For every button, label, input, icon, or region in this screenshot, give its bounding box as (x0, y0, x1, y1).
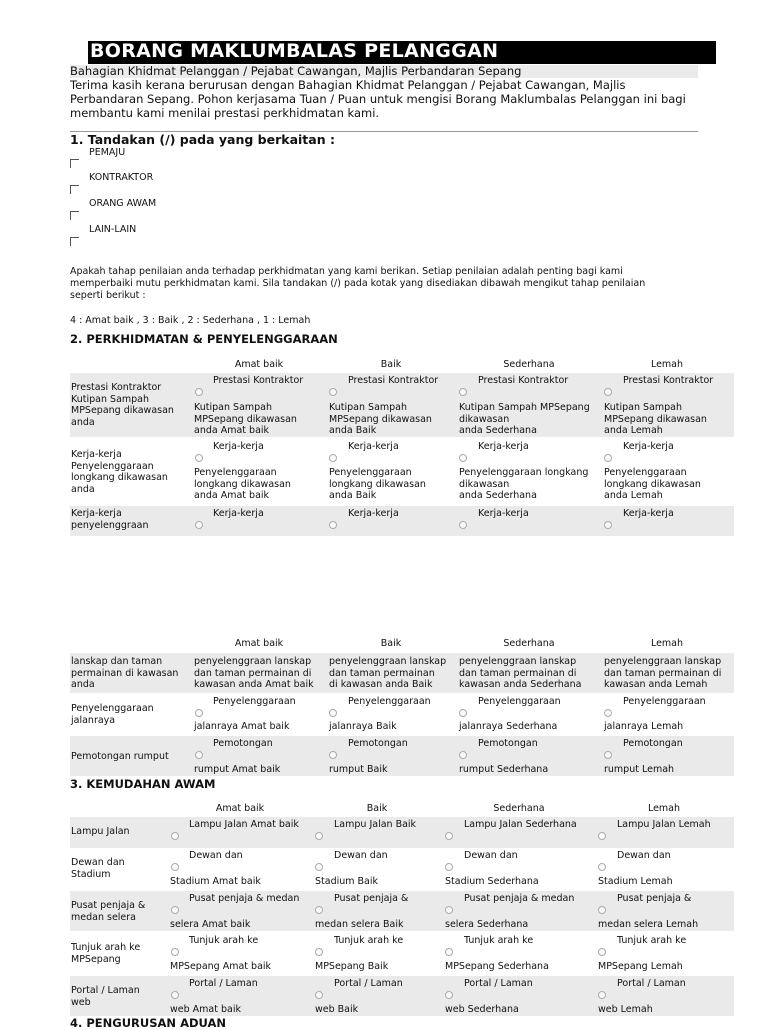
intro-text (70, 78, 710, 120)
cell-text: Prestasi Kontraktor (213, 375, 304, 386)
cell-text: Portal / Laman (464, 978, 533, 989)
rating-radio[interactable] (195, 521, 203, 529)
cell-text: Stadium Sederhana (445, 876, 539, 887)
intro-line: Terima kasih kerana berurusan dengan Bahagian Khidmat Pelanggan / Pejabat Cawangan, Majlis (70, 78, 626, 92)
column-header-amat-baik: Amat baik (234, 638, 284, 649)
cell-text: Stadium Baik (315, 876, 379, 887)
rating-radio[interactable] (195, 751, 203, 759)
rating-radio[interactable] (315, 863, 323, 871)
rating-radio[interactable] (459, 388, 467, 396)
cell-text: Kerja-kerja (478, 441, 529, 452)
rating-radio[interactable] (604, 521, 612, 529)
cell-text: Penyelenggaraan longkang dikawasan anda Amat baik (194, 467, 291, 501)
cell-text: penyelenggraan lanskap dan taman permainan di kawasan anda Sederhana (459, 656, 582, 690)
cell-text: Dewan dan (189, 850, 243, 861)
cell-text: Prestasi Kontraktor (348, 375, 439, 386)
column-header-lemah: Lemah (647, 803, 681, 814)
cell-text: Penyelenggaraan longkang dikawasan anda Baik (329, 467, 426, 501)
rating-radio[interactable] (604, 388, 612, 396)
rating-radio[interactable] (604, 454, 612, 462)
cell-text: Kerja-kerja (213, 508, 264, 519)
rating-radio[interactable] (459, 709, 467, 717)
rating-radio[interactable] (459, 454, 467, 462)
rating-radio[interactable] (604, 751, 612, 759)
rating-radio[interactable] (315, 948, 323, 956)
cell-text: selera Amat baik (170, 919, 251, 930)
row-label: Tunjuk arah ke MPSepang (71, 942, 141, 965)
intro-line: Perbandaran Sepang. Pohon kerjasama Tuan / Puan untuk mengisi Borang Maklumbalas Pelanggan ini bagi (70, 92, 686, 106)
cell-text: Pusat penjaja & medan (189, 893, 300, 904)
cell-text: web Sederhana (445, 1004, 519, 1015)
column-header-baik: Baik (380, 638, 402, 649)
cell-text: Lampu Jalan Lemah (617, 819, 711, 830)
cell-text: Prestasi Kontraktor (623, 375, 714, 386)
cell-text: Dewan dan (464, 850, 518, 861)
cell-text: jalanraya Amat baik (194, 721, 290, 732)
cell-text: MPSepang Amat baik (170, 961, 272, 972)
cell-text: MPSepang Sederhana (445, 961, 549, 972)
cell-text: Pemotongan (213, 738, 273, 749)
instructions-line: Apakah tahap penilaian anda terhadap perkhidmatan yang kami berikan. Setiap penilaian adalah penting bagi kami (70, 266, 623, 277)
row-label: Portal / Laman web (71, 985, 140, 1008)
column-header-sederhana: Sederhana (503, 638, 555, 649)
checkbox-kontraktor[interactable] (70, 185, 79, 194)
cell-text: Kerja-kerja (213, 441, 264, 452)
rating-radio[interactable] (329, 388, 337, 396)
cell-text: Dewan dan (617, 850, 671, 861)
cell-text: MPSepang Lemah (598, 961, 683, 972)
rating-radio[interactable] (171, 863, 179, 871)
cell-text: Pemotongan (348, 738, 408, 749)
cell-text: Kutipan Sampah MPSepang dikawasan anda Sederhana (459, 402, 590, 436)
cell-text: web Lemah (598, 1004, 653, 1015)
cell-text: Kerja-kerja (348, 508, 399, 519)
section3-heading: 3. KEMUDAHAN AWAM (70, 777, 216, 791)
cell-text: Kerja-kerja (623, 508, 674, 519)
cell-text: Penyelenggaraan longkang dikawasan anda Sederhana (459, 467, 589, 501)
cell-text: Lampu Jalan Sederhana (464, 819, 577, 830)
cell-text: Tunjuk arah ke (334, 935, 404, 946)
cell-text: medan selera Lemah (598, 919, 699, 930)
cell-text: Kutipan Sampah MPSepang dikawasan anda Baik (329, 402, 432, 436)
cell-text: jalanraya Sederhana (459, 721, 558, 732)
rating-radio[interactable] (459, 521, 467, 529)
rating-radio[interactable] (329, 454, 337, 462)
cell-text: jalanraya Lemah (604, 721, 684, 732)
section2-heading: 2. PERKHIDMATAN & PENYELENGGARAAN (70, 332, 338, 346)
rating-radio[interactable] (329, 521, 337, 529)
rating-radio[interactable] (171, 948, 179, 956)
cell-text: Pemotongan (478, 738, 538, 749)
option-label-lain-lain: LAIN-LAIN (89, 224, 137, 235)
rating-radio[interactable] (445, 832, 453, 840)
rating-radio[interactable] (329, 709, 337, 717)
cell-text: Kerja-kerja (478, 508, 529, 519)
cell-text: Pusat penjaja & (617, 893, 692, 904)
cell-text: Penyelenggaraan (623, 696, 706, 707)
instructions (70, 266, 710, 302)
column-header-baik: Baik (380, 359, 402, 370)
cell-text: web Amat baik (170, 1004, 241, 1015)
cell-text: Kutipan Sampah MPSepang dikawasan anda Lemah (604, 402, 707, 436)
column-header-lemah: Lemah (650, 638, 684, 649)
cell-text: Penyelenggaraan longkang dikawasan anda Lemah (604, 467, 701, 501)
row-label: Pusat penjaja & medan selera (71, 900, 146, 923)
row-label: Prestasi Kontraktor Kutipan Sampah MPSepang dikawasan anda (71, 382, 174, 428)
rating-radio[interactable] (445, 948, 453, 956)
cell-text: rumput Lemah (604, 764, 675, 775)
rating-radio[interactable] (598, 948, 606, 956)
cell-text: rumput Amat baik (194, 764, 281, 775)
cell-text: Prestasi Kontraktor (478, 375, 569, 386)
form-title: BORANG MAKLUMBALAS PELANGGAN (90, 40, 499, 62)
row-label: Kerja-kerja penyelenggraan (71, 508, 149, 531)
cell-text: penyelenggraan lanskap dan taman permainan di kawasan anda Amat baik (194, 656, 314, 690)
checkbox-orang-awam[interactable] (70, 211, 79, 220)
cell-text: Pusat penjaja & medan (464, 893, 575, 904)
cell-text: Penyelenggaraan (348, 696, 431, 707)
rating-radio[interactable] (171, 991, 179, 999)
rating-radio[interactable] (445, 906, 453, 914)
checkbox-pemaju[interactable] (70, 159, 79, 168)
cell-text: Tunjuk arah ke (617, 935, 687, 946)
option-label-kontraktor: KONTRAKTOR (89, 172, 154, 183)
cell-text: Pusat penjaja & (334, 893, 409, 904)
instructions-line: memperbaiki mutu perkhidmatan kami. Sila tandakan (/) pada kotak yang disediakan dibawah mengikut tahap penilaian (70, 278, 646, 289)
form-subtitle: Bahagian Khidmat Pelanggan / Pejabat Cawangan, Majlis Perbandaran Sepang (70, 64, 522, 78)
cell-text: Penyelenggaraan (478, 696, 561, 707)
cell-text: MPSepang Baik (315, 961, 389, 972)
option-label-pemaju: PEMAJU (89, 147, 126, 158)
section1-heading: 1. Tandakan (/) pada yang berkaitan : (70, 132, 335, 147)
cell-text: Penyelenggaraan (213, 696, 296, 707)
cell-text: Kerja-kerja (623, 441, 674, 452)
column-header-sederhana: Sederhana (493, 803, 545, 814)
row-label: Dewan dan Stadium (71, 857, 125, 880)
cell-text: Lampu Jalan Amat baik (189, 819, 299, 830)
cell-text: Portal / Laman (617, 978, 686, 989)
cell-text: rumput Sederhana (459, 764, 549, 775)
rating-radio[interactable] (604, 709, 612, 717)
column-header-lemah: Lemah (650, 359, 684, 370)
rating-radio[interactable] (195, 388, 203, 396)
rating-radio[interactable] (315, 832, 323, 840)
row-label: Pemotongan rumput (71, 751, 169, 762)
checkbox-lain-lain[interactable] (70, 237, 79, 246)
cell-text: selera Sederhana (445, 919, 529, 930)
row-label: Lampu Jalan (71, 826, 130, 837)
rating-radio[interactable] (445, 991, 453, 999)
cell-text: Portal / Laman (334, 978, 403, 989)
intro-line: membantu kami menilai prestasi perkhidmatan kami. (70, 106, 380, 120)
cell-text: penyelenggraan lanskap dan taman permainan di kawasan anda Lemah (604, 656, 722, 690)
instructions-line: seperti berikut : (70, 290, 146, 301)
cell-text: jalanraya Baik (329, 721, 397, 732)
rating-radio[interactable] (598, 906, 606, 914)
rating-radio[interactable] (445, 863, 453, 871)
rating-radio[interactable] (329, 751, 337, 759)
column-header-sederhana: Sederhana (503, 359, 555, 370)
option-label-orang-awam: ORANG AWAM (89, 198, 157, 209)
cell-text: web Baik (315, 1004, 359, 1015)
cell-text: Portal / Laman (189, 978, 258, 989)
rating-radio[interactable] (598, 832, 606, 840)
rating-scale: 4 : Amat baik , 3 : Baik , 2 : Sederhana , 1 : Lemah (70, 315, 311, 326)
cell-text: Stadium Amat baik (170, 876, 261, 887)
rating-radio[interactable] (598, 991, 606, 999)
rating-radio[interactable] (459, 751, 467, 759)
rating-radio[interactable] (315, 991, 323, 999)
cell-text: Lampu Jalan Baik (334, 819, 417, 830)
column-header-baik: Baik (366, 803, 388, 814)
rating-radio[interactable] (171, 906, 179, 914)
cell-text: Kerja-kerja (348, 441, 399, 452)
section4-heading: 4. PENGURUSAN ADUAN (70, 1016, 227, 1030)
cell-text: Dewan dan (334, 850, 388, 861)
cell-text: medan selera Baik (315, 919, 404, 930)
row-label: Penyelenggaraan jalanraya (71, 703, 154, 726)
cell-text: Stadium Lemah (598, 876, 673, 887)
row-label: lanskap dan taman permainan di kawasan anda (71, 656, 179, 690)
rating-radio[interactable] (195, 454, 203, 462)
cell-text: Tunjuk arah ke (464, 935, 534, 946)
column-header-amat-baik: Amat baik (215, 803, 265, 814)
cell-text: Tunjuk arah ke (189, 935, 259, 946)
column-header-amat-baik: Amat baik (234, 359, 284, 370)
cell-text: penyelenggraan lanskap dan taman permainan di kawasan anda Baik (329, 656, 447, 690)
cell-text: rumput Baik (329, 764, 388, 775)
rating-radio[interactable] (171, 832, 179, 840)
cell-text: Pemotongan (623, 738, 683, 749)
rating-radio[interactable] (315, 906, 323, 914)
rating-radio[interactable] (195, 709, 203, 717)
rating-radio[interactable] (598, 863, 606, 871)
row-label: Kerja-kerja Penyelenggaraan longkang dikawasan anda (71, 449, 168, 495)
cell-text: Kutipan Sampah MPSepang dikawasan anda Amat baik (194, 402, 297, 436)
